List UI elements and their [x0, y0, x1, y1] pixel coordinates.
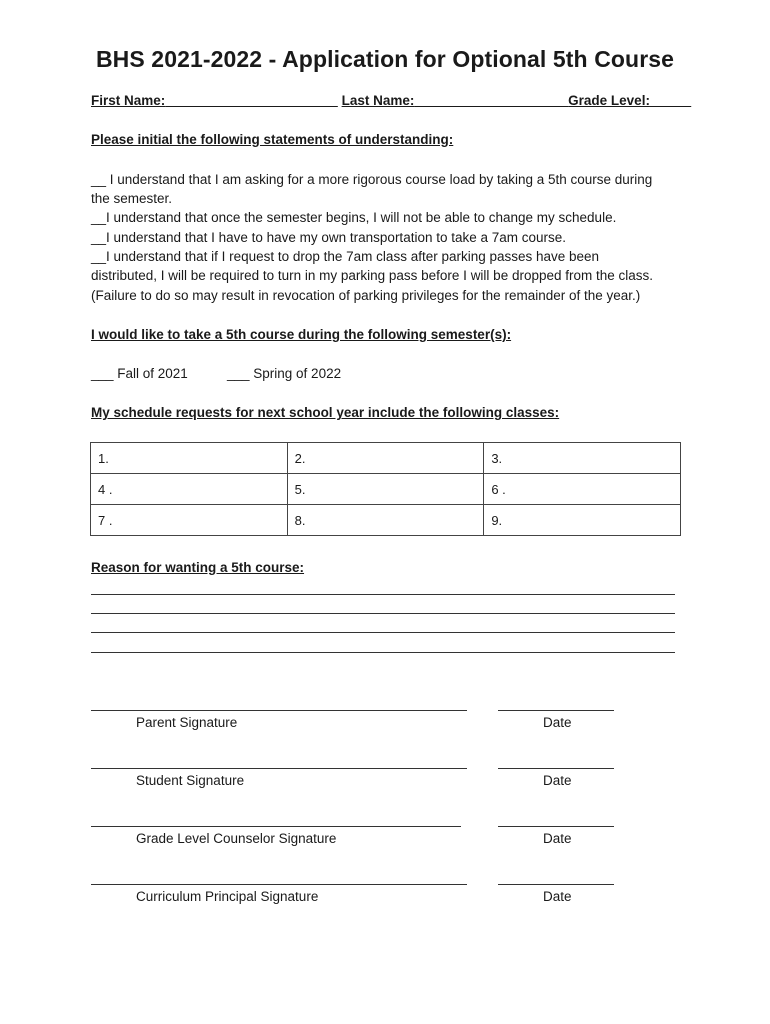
student-signature-label: Student Signature — [136, 773, 245, 788]
schedule-table — [90, 442, 681, 536]
statement-line: __I understand that if I request to drop the 7am class after parking passes have been — [91, 249, 600, 264]
parent-signature-label: Parent Signature — [136, 715, 238, 730]
first-name-blank[interactable] — [165, 93, 338, 108]
semester-option-spring[interactable]: ___ Spring of 2022 — [227, 366, 342, 381]
table-cell[interactable]: 7 . — [91, 505, 288, 536]
statement-line: (Failure to do so may result in revocation of parking privileges for the remainder of the year.) — [91, 288, 641, 303]
counselor-signature-label: Grade Level Counselor Signature — [136, 831, 337, 846]
student-date-line[interactable] — [498, 768, 614, 769]
table-row — [91, 474, 681, 505]
counselor-date-label: Date — [543, 831, 572, 846]
initials-heading: Please initial the following statements of understanding: — [91, 132, 454, 147]
principal-signature-line[interactable] — [91, 884, 467, 885]
name-fields-row — [91, 93, 691, 108]
schedule-heading: My schedule requests for next school year include the following classes: — [91, 405, 560, 420]
table-cell[interactable]: 6 . — [484, 474, 681, 505]
table-cell[interactable]: 8. — [287, 505, 484, 536]
reason-line[interactable] — [91, 613, 675, 614]
principal-signature-label: Curriculum Principal Signature — [136, 889, 319, 904]
statement-line: __ I understand that I am asking for a more rigorous course load by taking a 5th course during — [91, 172, 653, 187]
grade-level-label: Grade Level: — [568, 93, 650, 108]
parent-signature-line[interactable] — [91, 710, 467, 711]
statement-line: distributed, I will be required to turn in my parking pass before I will be dropped from the class. — [91, 268, 654, 283]
semester-option-fall[interactable]: ___ Fall of 2021 — [91, 366, 188, 381]
statement-line: the semester. — [91, 191, 173, 206]
student-date-label: Date — [543, 773, 572, 788]
table-row — [91, 505, 681, 536]
reason-heading: Reason for wanting a 5th course: — [91, 560, 305, 575]
last-name-blank[interactable] — [414, 93, 568, 108]
statement-line: __I understand that I have to have my own transportation to take a 7am course. — [91, 230, 567, 245]
principal-date-label: Date — [543, 889, 572, 904]
table-cell[interactable]: 3. — [484, 443, 681, 474]
table-cell[interactable]: 2. — [287, 443, 484, 474]
table-cell[interactable]: 1. — [91, 443, 288, 474]
table-row — [91, 443, 681, 474]
semester-heading: I would like to take a 5th course during the following semester(s): — [91, 327, 512, 342]
table-cell[interactable]: 9. — [484, 505, 681, 536]
last-name-label: Last Name: — [341, 93, 415, 108]
table-cell[interactable]: 4 . — [91, 474, 288, 505]
statement-line: __I understand that once the semester begins, I will not be able to change my schedule. — [91, 210, 617, 225]
parent-date-line[interactable] — [498, 710, 614, 711]
first-name-label: First Name: — [91, 93, 166, 108]
parent-date-label: Date — [543, 715, 572, 730]
reason-line[interactable] — [91, 652, 675, 653]
page-title: BHS 2021-2022 - Application for Optional 5th Course — [95, 46, 675, 72]
table-cell[interactable]: 5. — [287, 474, 484, 505]
reason-line[interactable] — [91, 632, 675, 633]
reason-line[interactable] — [91, 594, 675, 595]
student-signature-line[interactable] — [91, 768, 467, 769]
grade-level-blank[interactable] — [650, 93, 691, 108]
counselor-signature-line[interactable] — [91, 826, 461, 827]
counselor-date-line[interactable] — [498, 826, 614, 827]
principal-date-line[interactable] — [498, 884, 614, 885]
